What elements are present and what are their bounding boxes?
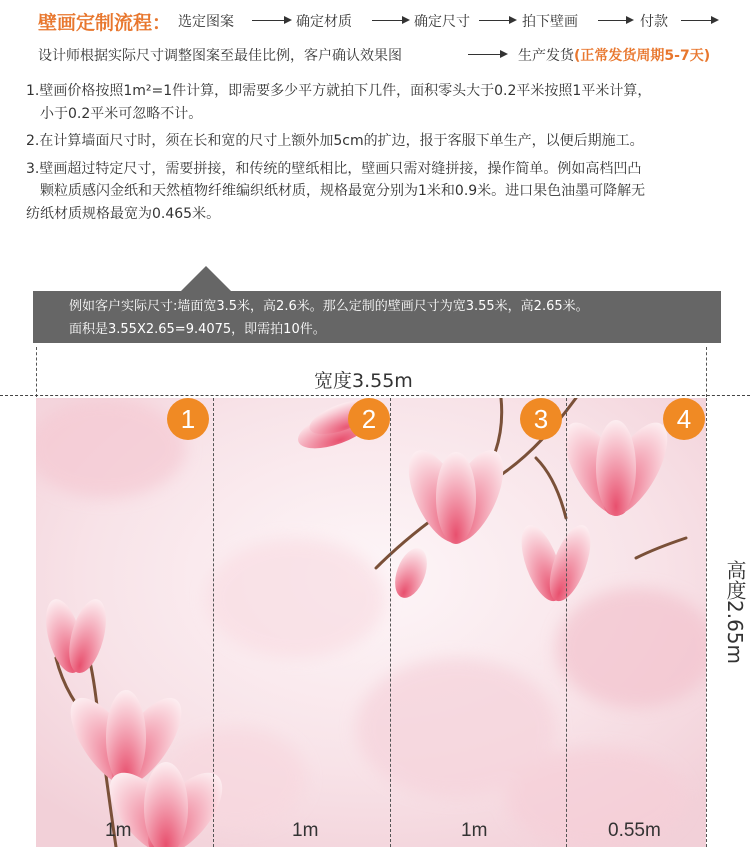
step-designer-adjust: 设计师根据实际尺寸调整图案至最佳比例，客户确认效果图: [38, 48, 402, 64]
example-text: 例如客户实际尺寸:墙面宽3.5米，高2.6米。那么定制的壁画尺寸为宽3.55米，高2.65米。: [69, 299, 589, 314]
panel-width-label: 0.55m: [608, 820, 661, 841]
panel-number-badge: 1: [167, 398, 209, 440]
process-title: 壁画定制流程：: [38, 12, 172, 34]
mural-preview: [36, 398, 706, 847]
step-size: 确定尺寸: [414, 14, 470, 30]
shipping-label: 生产发货: [518, 48, 574, 64]
magnolia-illustration: [36, 398, 706, 847]
panel-width-label: 1m: [292, 820, 319, 841]
rule-item: [26, 158, 726, 226]
arrow-icon: [252, 20, 290, 21]
pricing-rules: [26, 80, 726, 230]
dimension-guide: [706, 347, 707, 397]
panel-number-badge: 3: [520, 398, 562, 440]
arrow-icon: [681, 20, 717, 21]
panel-divider: [390, 398, 391, 847]
arrow-icon: [479, 20, 515, 21]
panel-divider: [706, 398, 707, 847]
rule-text: 2.在计算墙面尺寸时，须在长和宽的尺寸上额外加5cm的扩边，报于客服下单生产，以便后期施工。: [26, 133, 644, 149]
shipping-note: (正常发货周期5-7天): [574, 48, 711, 64]
panel-divider: [566, 398, 567, 847]
step-material: 确定材质: [296, 14, 352, 30]
panel-divider: [213, 398, 214, 847]
example-text: 面积是3.55X2.65=9.4075，即需拍10件。: [69, 322, 326, 337]
panel-number-badge: 2: [348, 398, 390, 440]
rule-text: 纺纸材质规格最宽为0.465米。: [26, 205, 221, 222]
rule-text: 颗粒质感闪金纸和天然植物纤维编织纸材质，规格最宽分别为1米和0.9米。进口果色油墨可降解无: [40, 183, 646, 199]
dimension-guide: [36, 347, 37, 397]
step-shipping: [518, 45, 710, 65]
example-callout: [33, 291, 721, 343]
callout-pointer: [180, 266, 232, 292]
dimension-guide: [0, 395, 750, 396]
rule-item: [26, 80, 726, 125]
step-order: 拍下壁画: [522, 14, 578, 30]
rule-text: 3.壁画超过特定尺寸，需要拼接，和传统的壁纸相比，壁画只需对缝拼接，操作简单。例如高档凹凸: [26, 160, 642, 177]
arrow-icon: [468, 54, 506, 55]
total-height-label: 高度2.65m: [723, 560, 747, 665]
step-select-pattern: 选定图案: [178, 14, 234, 30]
total-width-label: 宽度3.55m: [314, 370, 413, 392]
panel-number-badge: 4: [663, 398, 705, 440]
rule-text: 小于0.2平米可忽略不计。: [40, 105, 203, 122]
arrow-icon: [372, 20, 408, 21]
rule-item: [26, 130, 726, 153]
rule-text: 1.壁画价格按照1m²=1件计算，即需要多少平方就拍下几件，面积零头大于0.2平米按照1平米计算，: [26, 83, 652, 99]
panel-width-label: 1m: [461, 820, 488, 841]
process-flow: [0, 0, 750, 80]
step-payment: 付款: [640, 14, 668, 30]
arrow-icon: [598, 20, 632, 21]
panel-width-label: 1m: [105, 820, 132, 841]
